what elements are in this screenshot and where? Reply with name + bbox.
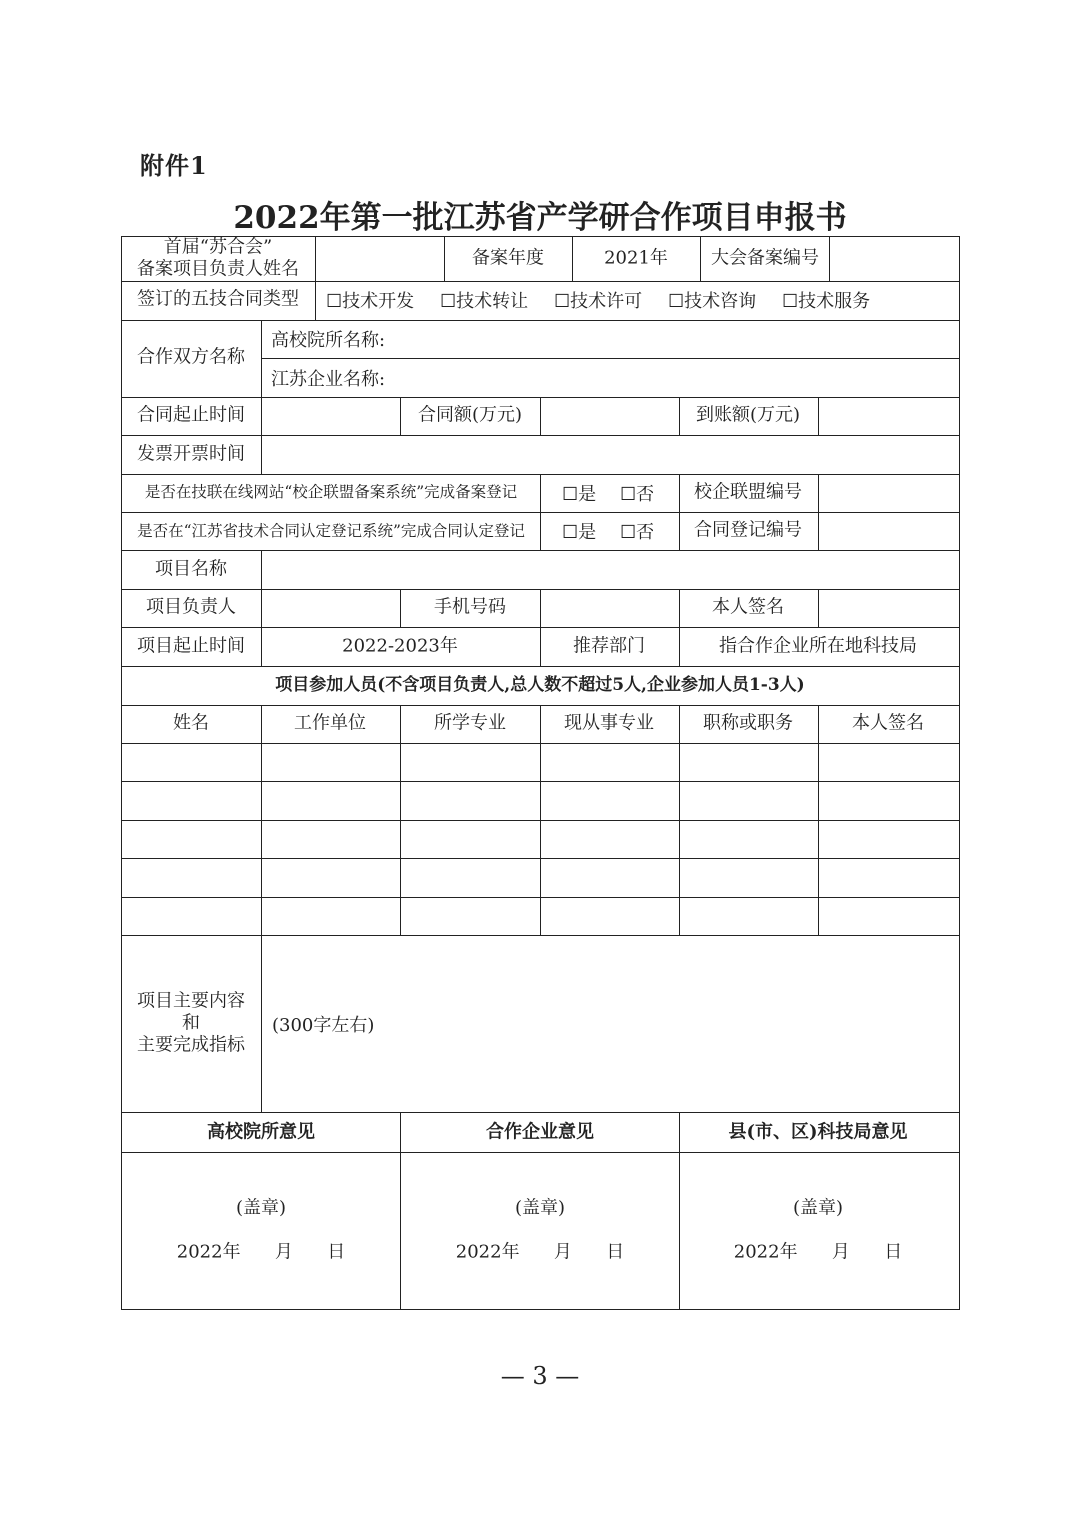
contract-amount-label: 合同额(万元): [417, 404, 523, 426]
recommending-dept-label: 推荐部门: [573, 635, 645, 657]
recommending-dept-value: 指合作企业所在地科技局: [719, 635, 917, 657]
contract-type-tech-development-checkbox[interactable]: ☐技术开发: [326, 291, 415, 312]
col-divider: [540, 474, 541, 550]
col-divider: [540, 397, 541, 435]
project-period-value: 2022-2023年: [342, 635, 458, 657]
leader-name-field[interactable]: [316, 237, 443, 280]
university-date: 2022年 月 日: [176, 1241, 346, 1263]
row-divider: [121, 435, 960, 436]
conference-number-label: 大会备案编号: [711, 247, 819, 269]
page-number: — 3 —: [500, 1362, 580, 1390]
contract-type-tech-service-checkbox[interactable]: ☐技术服务: [782, 291, 871, 312]
content-label-line1: 项目主要内容: [137, 990, 245, 1012]
contract-registration-number-label: 合同登记编号: [694, 519, 802, 541]
invoice-time-label: 发票开票时间: [137, 443, 245, 465]
university-seal: (盖章): [235, 1197, 287, 1219]
members-col-current-field: 现从事专业: [564, 712, 654, 734]
contract-type-tech-license-checkbox[interactable]: ☐技术许可: [554, 291, 643, 312]
col-divider: [400, 705, 401, 935]
members-section-title: 项目参加人员(不含项目负责人,总人数不超过5人,企业参加人员1-3人): [275, 675, 805, 696]
contract-registration-label: 是否在“江苏省技术合同认定登记系统”完成合同认定登记: [137, 522, 525, 541]
row-divider: [121, 1152, 960, 1153]
col-divider: [400, 589, 401, 627]
col-divider: [679, 589, 680, 666]
attachment-label: 附件1: [140, 151, 208, 180]
project-name-label: 项目名称: [155, 558, 227, 580]
col-divider: [261, 550, 262, 666]
phone-label: 手机号码: [434, 596, 506, 618]
row-divider: [121, 935, 960, 936]
contract-registration-no-checkbox[interactable]: ☐否: [620, 522, 655, 543]
row-divider: [121, 550, 960, 551]
contract-type-tech-consulting-checkbox[interactable]: ☐技术咨询: [668, 291, 757, 312]
col-divider: [444, 236, 445, 281]
col-divider: [400, 397, 401, 435]
col-divider: [700, 236, 701, 281]
parties-label: 合作双方名称: [137, 346, 245, 368]
members-col-major: 所学专业: [434, 712, 506, 734]
col-divider: [572, 236, 573, 281]
enterprise-opinion-header: 合作企业意见: [486, 1121, 594, 1143]
document-title: 2022年第一批江苏省产学研合作项目申报书: [233, 200, 847, 236]
row-divider: [261, 358, 960, 359]
contract-period-label: 合同起止时间: [137, 404, 245, 426]
col-divider: [261, 320, 262, 474]
signature-label: 本人签名: [712, 596, 784, 618]
row-divider: [121, 1112, 960, 1113]
col-divider: [679, 474, 680, 550]
col-divider: [679, 397, 680, 435]
project-period-label: 项目起止时间: [137, 635, 245, 657]
col-divider: [818, 589, 819, 627]
county-bureau-seal: (盖章): [792, 1197, 844, 1219]
members-col-name: 姓名: [173, 712, 209, 734]
members-col-signature: 本人签名: [852, 712, 924, 734]
leader-name-label-line1: 首届“苏合会”: [163, 236, 273, 258]
col-divider: [400, 1112, 401, 1310]
row-divider: [121, 666, 960, 667]
contract-type-label: 签订的五技合同类型: [137, 288, 299, 310]
col-divider: [261, 935, 262, 1112]
content-label-line2: 和: [182, 1012, 200, 1034]
col-divider: [818, 474, 819, 550]
project-leader-label: 项目负责人: [146, 596, 236, 618]
university-opinion-header: 高校院所意见: [207, 1121, 315, 1143]
university-name-field[interactable]: 高校院所名称:: [271, 330, 386, 351]
alliance-registration-yes-checkbox[interactable]: ☐是: [562, 484, 597, 505]
col-divider: [818, 705, 819, 935]
leader-name-label-line2: 备案项目负责人姓名: [137, 258, 299, 280]
members-col-workplace: 工作单位: [294, 712, 366, 734]
col-divider: [261, 705, 262, 935]
content-label-line3: 主要完成指标: [137, 1034, 245, 1056]
enterprise-date: 2022年 月 日: [455, 1241, 625, 1263]
row-divider: [121, 281, 960, 282]
record-year-label: 备案年度: [472, 247, 544, 269]
county-bureau-date: 2022年 月 日: [733, 1241, 903, 1263]
alliance-number-label: 校企联盟编号: [694, 481, 802, 503]
contract-type-tech-transfer-checkbox[interactable]: ☐技术转让: [440, 291, 529, 312]
col-divider: [540, 589, 541, 666]
received-amount-label: 到账额(万元): [695, 404, 801, 426]
alliance-registration-no-checkbox[interactable]: ☐否: [620, 484, 655, 505]
members-col-title: 职称或职务: [703, 712, 793, 734]
col-divider: [315, 281, 316, 320]
content-hint: (300字左右): [272, 1015, 375, 1036]
row-divider: [121, 320, 960, 321]
record-year-value: 2021年: [604, 247, 668, 269]
contract-registration-yes-checkbox[interactable]: ☐是: [562, 522, 597, 543]
col-divider: [679, 1112, 680, 1310]
col-divider: [679, 705, 680, 935]
enterprise-seal: (盖章): [514, 1197, 566, 1219]
col-divider: [540, 705, 541, 935]
enterprise-name-field[interactable]: 江苏企业名称:: [271, 369, 386, 390]
conference-number-field[interactable]: [830, 237, 959, 280]
alliance-registration-label: 是否在技联在线网站“校企联盟备案系统”完成备案登记: [144, 483, 518, 502]
county-bureau-opinion-header: 县(市、区)科技局意见: [728, 1121, 908, 1143]
col-divider: [818, 397, 819, 435]
